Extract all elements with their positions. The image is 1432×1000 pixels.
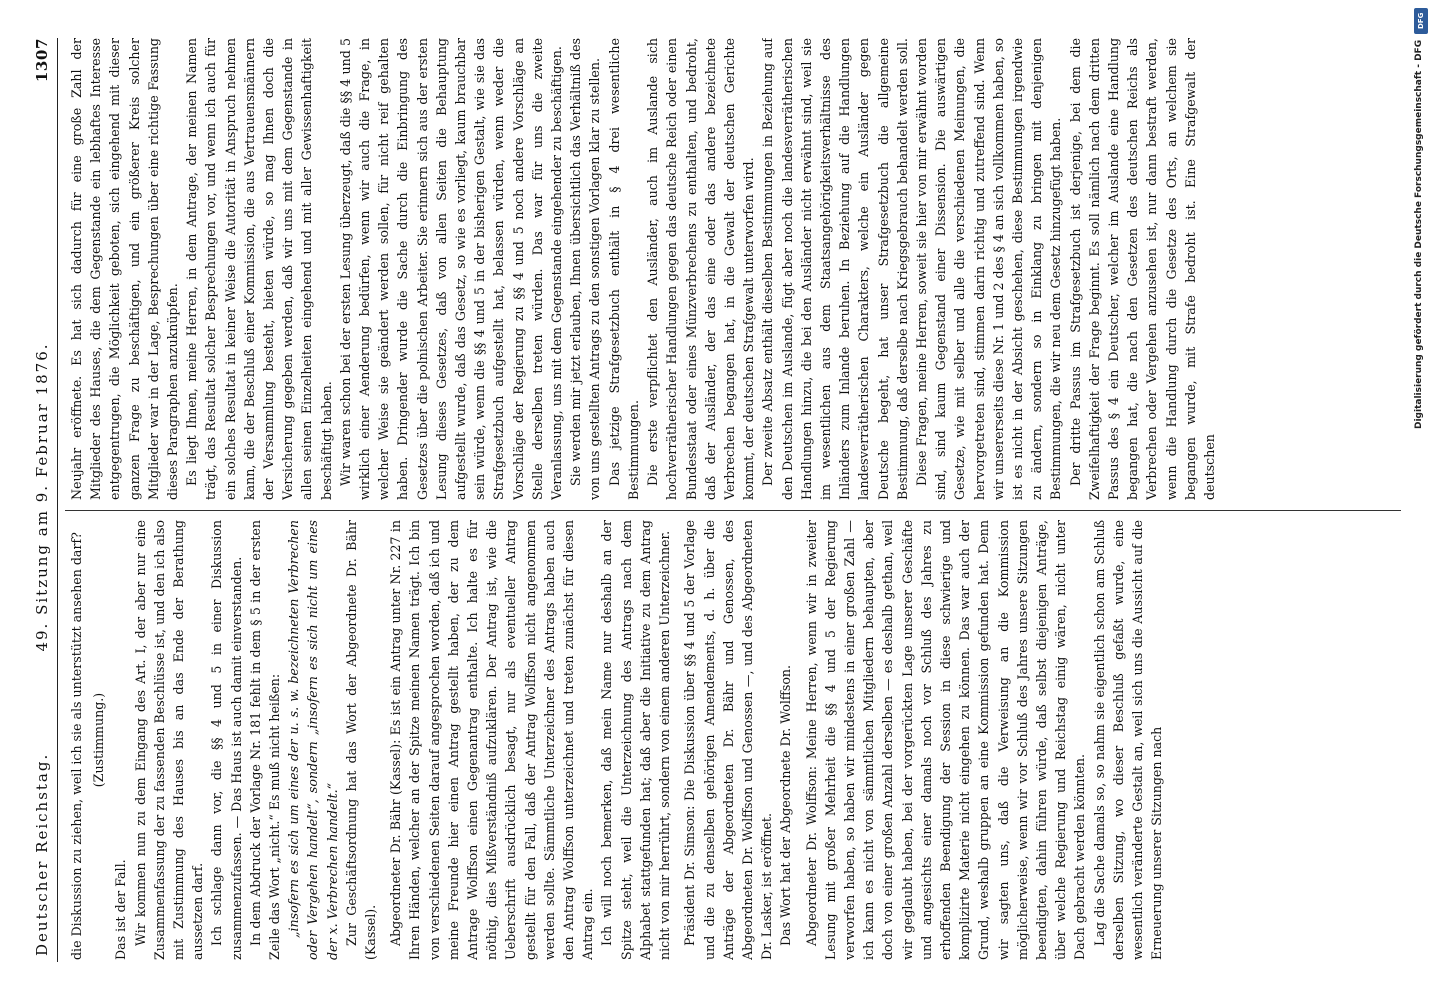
paragraph: Zur Geschäftsordnung hat das Wort der Abgeordnete Dr. Bähr (Kassel). xyxy=(343,520,379,960)
digitization-margin xyxy=(1412,0,1432,1000)
speech-paragraph: Abgeordneter Dr. Bähr (Kassel): Es ist ein Antrag unter Nr. 227 in Ihren Händen, welcher an der Spitze meinen Namen trägt. Ich bin von verschiedenen Seiten darauf angesprochen worden, daß ich und meine Freunde hier einen Antrag gestellt haben, der zu dem Antrage Wolffson einen Gegenantrag enthalte. Ich halte es für nöthig, dies Mißverständniß aufzuklären. Der Antrag ist, wie die Ueberschrift ausdrücklich besagt, nur als eventueller Antrag gestellt für den Fall, daß der Antrag Wolffson nicht angenommen werden sollte. Sämmtliche Unterzeichner des Antrags haben auch den Antrag Wolffson unterzeichnet und treten zunächst für diesen Antrag ein. xyxy=(388,520,596,960)
digitization-notice: Digitalisierung gefördert durch die Deutsche Forschungsgemeinschaft - DFG xyxy=(1414,40,1424,430)
paragraph: Lag die Sache damals so, so nahm sie eigentlich schon am Schluß derselben Sitzung, wo dieser Beschluß gefaßt wurde, eine wesentlich veränderte Gestalt an, weil sich uns die Aussicht auf die Erneuerung unserer Sitzungen nach xyxy=(1091,520,1165,960)
paragraph: Das Wort hat der Abgeordnete Dr. Wolffson. xyxy=(778,664,794,946)
header-rule xyxy=(57,38,58,962)
text-column-left xyxy=(67,520,1397,960)
paragraph: Ich schlage dann vor, die §§ 4 und 5 in einer Diskussion zusammenzufassen. — Das Haus ist auch damit einverstanden. xyxy=(209,520,244,960)
paragraph: Sie werden mir jetzt erlauben, Ihnen übersichtlich das Verhältniß des von uns gestellten Antrags zu den sonstigen Vorlagen klar zu stellen. xyxy=(568,38,603,500)
quoted-text: „insofern es sich um eines der u. s. w. bezeichneten Verbrechen oder Vergehen handelt“, sondern „insofern es sich nicht um eines der x. Verbrechen handelt.“ xyxy=(286,520,340,960)
paragraph: In dem Abdruck der Vorlage Nr. 181 fehlt in dem § 5 in der ersten Zeile das Wort „nicht.“ Es muß nicht heißen: xyxy=(247,520,283,960)
paragraph: Der dritte Passus im Strafgesetzbuch ist derjenige, bei dem die Zweifelhaftigkeit der Frage beginnt. Es soll nämlich nach dem dritten Passus des § 4 ein Deutscher, welcher im Auslande eine Handlung begangen hat, die nach den Gesetzen des deutschen Reichs als Verbrechen oder Vergehen anzusehen ist, nur dann bestraft werden, wenn die Handlung durch die Gesetze des Orts, an welchem sie begangen wurde, mit Strafe bedroht ist. Eine Strafgewalt der deutschen xyxy=(1067,38,1217,500)
page-number: 1307 xyxy=(33,38,51,83)
document-page xyxy=(21,30,1411,970)
paragraph: Der zweite Absatz enthält dieselben Bestimmungen in Beziehung auf den Deutschen im Auslande, fügt aber noch die landesverrätherischen Handlungen hinzu, die bei den Ausländer nicht erwähnt sind, weil sie im wesentlichen aus dem Staatsangehörigkeitsverhältnisse des Inländers zum Inlande beruhen. In Beziehung auf die Handlungen landesverrätherischen Charakters, welche ein Ausländer gegen Deutsche begeht, hat unser Strafgesetzbuch die allgemeine Bestimmung, daß derselbe nach Kriegsgebrauch behandelt werden soll. xyxy=(760,38,910,500)
speech-paragraph: Abgeordneter Dr. Wolffson: Meine Herren, wenn wir in zweiter Lesung mit großer Mehrheit die §§ 4 und 5 der Regierung verworfen haben, so haben wir mindestens in einer großen Zahl — ich kann es nicht von sämmtlichen Mitgliedern behaupten, aber doch von einer großen Anzahl derselben — es deshalb gethan, weil wir geglaubt haben, bei der vorgerückten Lage unserer Geschäfte und angesichts einer damals noch vor Schluß des Jahres zu erhoffenden Beendigung der Session in diese schwierige und komplizirte Materie nicht eingehen zu können. Das war auch der Grund, weshalb gruppen an eine Kommission gefunden hat. Denn wir sagten uns, daß die Verweisung an die Kommission möglicherweise, wenn wir vor Schluß des Jahres unsere Sitzungen beendigten, dahin führen würde, daß selbst diejenigen Anträge, über welche Regierung und Reichstag einig wären, nicht unter Dach gebracht werden könnten. xyxy=(803,520,1088,960)
paragraph: die Diskussion zu ziehen, weil ich sie als unterstützt ansehen darf? xyxy=(69,532,84,960)
paragraph: Wir kommen nun zu dem Eingang des Art. I, der aber nur eine Zusammenfassung der zu fassenden Beschlüsse ist, und den ich also mit Zustimmung des Hauses bis an das Ende der Berathung aussetzen darf. xyxy=(132,520,206,960)
dfg-logo-icon: DFG xyxy=(1414,8,1428,34)
paragraph: Es liegt Ihnen, meine Herren, in dem Antrage, der meinen Namen trägt, das Resultat solcher Besprechungen vor, und wenn ich auch für ein solches Resultat in keiner Weise die Autorität in Anspruch nehmen kann, die der Beschluß einer Kommission, die aus Vertrauensmännern der Versammlung besteht, bieten würde, so mag Ihnen doch die Versicherung gegeben werden, daß wir uns mit dem Gegenstande in allen seinen Einzelheiten eingehend und mit aller Gewissenhaftigkeit beschäftigt haben. xyxy=(184,38,334,500)
paragraph: Diese Fragen, meine Herren, soweit sie hier von mir erwähnt worden sind, sind kaum Gegenstand einer Dissension. Die auswärtigen Gesetze, wie mit selber und alle die verschiedenen Meinungen, die hervorgetreten sind, stimmen darin richtig und zutreffend sind. Wenn wir unsererseits diese Nr. 1 und 2 des § 4 an sich vollkommen haben, so ist es nicht in der Absicht geschehen, diese Bestimmungen irgendwie zu ändern, sondern so in Einklang zu bringen mit denjenigen Bestimmungen, die wir neu dem Gesetz hinzugefügt haben. xyxy=(913,38,1064,500)
text-column-right xyxy=(67,38,1397,500)
publication-title: Deutscher Reichstag. xyxy=(33,752,51,956)
paragraph: Das jetzige Strafgesetzbuch enthält in § 4 drei wesentliche Bestimmungen. xyxy=(606,38,641,500)
paragraph: Das ist der Fall. xyxy=(113,859,129,960)
interjection: (Zustimmung.) xyxy=(91,692,107,788)
paragraph: Ich will noch bemerken, daß mein Name nur deshalb an der Spitze steht, weil die Unterzeichnung des Antrags nach dem Alphabet stattgefunden hat; daß aber die Initiative zu dem Antrag nicht von mir herrührt, sondern von einem anderen Unterzeichner. xyxy=(599,520,673,960)
speech-paragraph: Präsident Dr. Simson: Die Diskussion über §§ 4 und 5 der Vorlage und die zu denselben gehörigen Amendements, d. h. über die Anträge der Abgeordneten Dr. Bähr und Genossen, des Abgeordneten Dr. Wolffson und Genossen —, und des Abgeordneten Dr. Lasker, ist eröffnet. xyxy=(682,520,775,960)
page-header xyxy=(33,38,55,956)
paragraph: Wir waren schon bei der ersten Lesung überzeugt, daß die §§ 4 und 5 wirklich einer Aenderung bedürfen, wenn wir auch die Frage, in welcher Weise sie geändert werden sollen, für nicht reif gehalten haben. Dringender wurde die Sache durch die Einbringung des Gesetzes über die polnischen Arbeiter. Sie erinnern sich aus der ersten Lesung dieses Gesetzes, daß von allen Seiten die Behauptung aufgestellt wurde, daß das Gesetz, so wie es vorliegt, kaum brauchbar sein würde, wenn die §§ 4 und 5 in der bisherigen Gestalt, wie sie das Strafgesetzbuch aufgestellt hat, belassen würden, wenn weder die Vorschläge der Regierung zu §§ 4 und 5 noch andere Vorschläge an Stelle derselben treten würden. Das war für uns die zweite Veranlassung, uns mit dem Gegenstande eingehender zu beschäftigen. xyxy=(337,38,565,500)
column-divider xyxy=(65,510,1401,511)
paragraph: Neujahr eröffnete. Es hat sich dadurch für eine große Zahl der Mitglieder des Hauses, die dem Gegenstande ein lebhaftes Interesse entgegentrugen, die Möglichkeit geboten, sich eingehend mit dieser ganzen Frage zu beschäftigen, und ein größerer Kreis solcher Mitglieder war in der Lage, Besprechungen über eine richtige Fassung dieses Paragraphen anzuknüpfen. xyxy=(69,38,181,500)
paragraph: Die erste verpflichtet den Ausländer, auch im Auslande sich hochverrätherischer Handlungen gegen das deutsche Reich oder einen Bundesstaat oder eines Münzverbrechens zu enthalten, und bedroht, daß der Ausländer, der das eine oder das andere bezeichnete Verbrechen begangen hat, in die Gewalt der deutschen Gerichte kommt, der deutschen Strafgewalt unterworfen wird. xyxy=(645,38,757,500)
session-date: 49. Sitzung am 9. Februar 1876. xyxy=(33,342,51,652)
